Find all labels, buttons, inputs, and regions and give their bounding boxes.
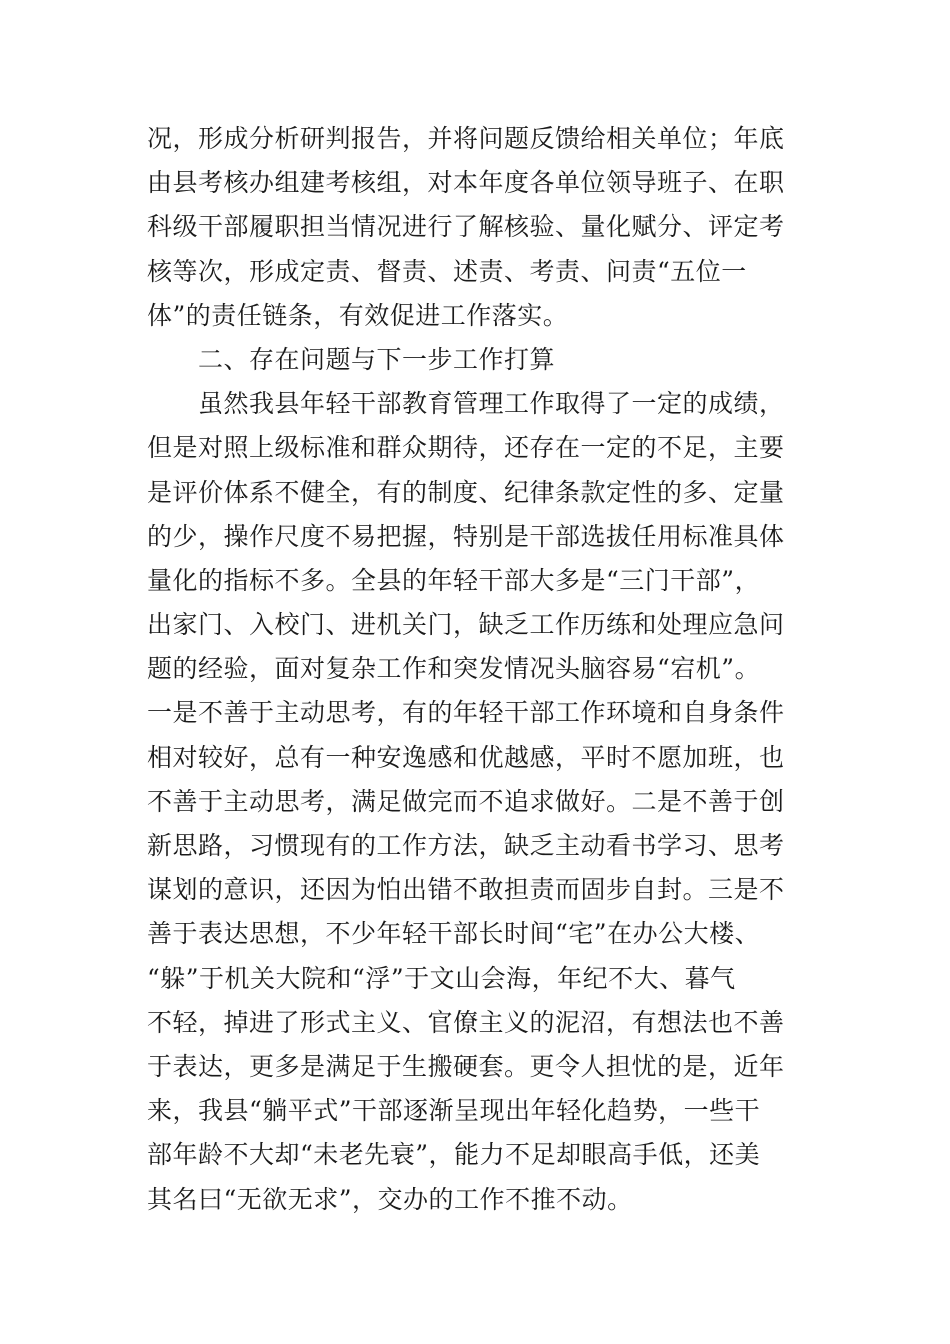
text-line: 出家门、入校门、进机关门，缺乏工作历练和处理应急问	[147, 610, 785, 640]
text-line: 核等次，形成定责、督责、述责、考责、问责“五位一	[147, 256, 747, 286]
text-line: 不轻，掉进了形式主义、官僚主义的泥沼，有想法也不善	[147, 1007, 785, 1037]
text-line: 善于表达思想，不少年轻干部长时间“宅”在办公大楼、	[147, 919, 761, 949]
text-line: 新思路，习惯现有的工作方法，缺乏主动看书学习、思考	[147, 831, 785, 860]
text-line: 由县考核办组建考核组，对本年度各单位领导班子、在职	[147, 168, 785, 198]
text-line: 虽然我县年轻干部教育管理工作取得了一定的成绩，	[198, 389, 785, 419]
text-line: 部年龄不大却“未老先衰”，能力不足却眼高手低，还美	[147, 1140, 761, 1170]
text-line: 量化的指标不多。全县的年轻干部大多是“三门干部”，	[147, 565, 761, 595]
text-line: 但是对照上级标准和群众期待，还存在一定的不足，主要	[147, 433, 785, 463]
text-line: 科级干部履职担当情况进行了解核验、量化赋分、评定考	[147, 212, 785, 242]
text-line: 是评价体系不健全，有的制度、纪律条款定性的多、定量	[147, 477, 785, 507]
text-line: 相对较好，总有一种安逸感和优越感，平时不愿加班，也	[147, 742, 785, 772]
body-text	[147, 117, 807, 1222]
text-line: 不善于主动思考，满足做完而不追求做好。二是不善于创	[147, 786, 785, 816]
text-line: 于表达，更多是满足于生搬硬套。更令人担忧的是，近年	[147, 1051, 785, 1081]
text-line: 一是不善于主动思考，有的年轻干部工作环境和自身条件	[147, 698, 785, 728]
text-line: 谋划的意识，还因为怕出错不敢担责而固步自封。三是不	[147, 875, 785, 905]
text-line: “躲”于机关大院和“浮”于文山会海，年纪不大、暮气	[147, 963, 736, 993]
text-line: 的少，操作尺度不易把握，特别是干部选拔任用标准具体	[147, 521, 785, 551]
text-line: 题的经验，面对复杂工作和突发情况头脑容易“宕机”。	[147, 654, 761, 684]
text-line: 况，形成分析研判报告，并将问题反馈给相关单位；年底	[147, 124, 785, 153]
text-line: 体”的责任链条，有效促进工作落实。	[147, 300, 569, 330]
text-line: 来，我县“躺平式”干部逐渐呈现出年轻化趋势，一些干	[147, 1096, 761, 1126]
section-heading: 二、存在问题与下一步工作打算	[198, 344, 556, 374]
text-line: 其名曰“无欲无求”，交办的工作不推不动。	[147, 1184, 633, 1214]
